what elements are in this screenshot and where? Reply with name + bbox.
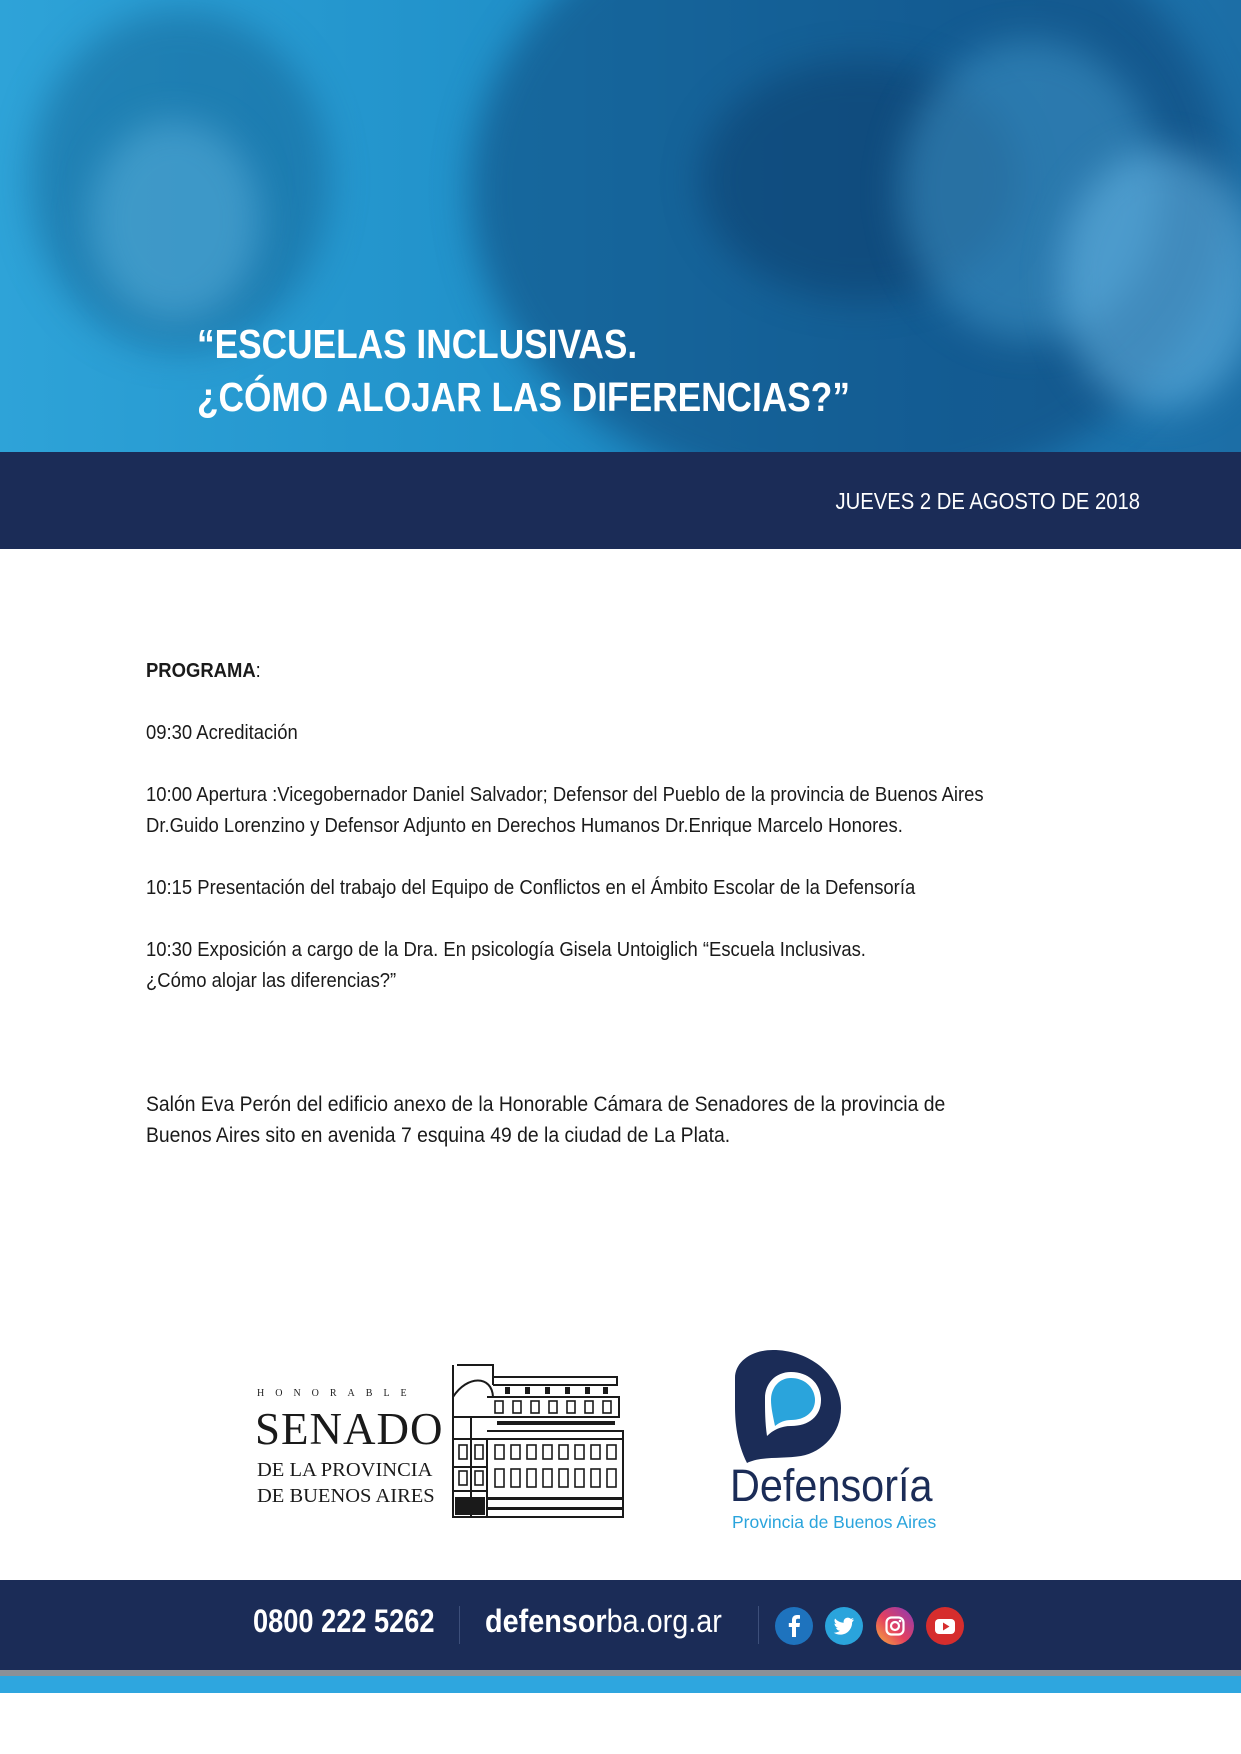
senado-wordmark: SENADO (255, 1404, 444, 1454)
senado-subtitle-line-1: DE LA PROVINCIA (257, 1459, 433, 1481)
senado-honorable-text: HONORABLE (257, 1388, 418, 1399)
event-title-line-2: ¿CÓMO ALOJAR LAS DIFERENCIAS?” (197, 374, 850, 420)
youtube-icon[interactable] (926, 1607, 964, 1645)
program-heading-colon: : (255, 659, 261, 682)
venue-line-1: Salón Eva Perón del edificio anexo de la Honorable Cámara de Senadores de la provincia de (146, 1092, 946, 1116)
program-item: 10:30 Exposición a cargo de la Dra. En psicología Gisela Untoiglich “Escuela Inclusivas. (146, 938, 866, 961)
senado-logo (257, 1357, 627, 1522)
footer-divider (459, 1606, 460, 1644)
facebook-icon[interactable] (775, 1607, 813, 1645)
twitter-icon[interactable] (825, 1607, 863, 1645)
program-item: 09:30 Acreditación (146, 721, 298, 744)
footer-divider (758, 1606, 759, 1644)
venue-line-2: Buenos Aires sito en avenida 7 esquina 49 de la ciudad de La Plata. (146, 1123, 731, 1147)
date-band (0, 452, 1241, 549)
program-item: 10:15 Presentación del trabajo del Equipo de Conflictos en el Ámbito Escolar de la Defensoría (146, 876, 916, 899)
footer-website-link[interactable] (485, 1603, 722, 1640)
footer-strip-blue (0, 1676, 1241, 1693)
hero-photo-shape (90, 120, 260, 320)
footer-phone-number[interactable]: 0800 222 5262 (253, 1603, 435, 1639)
footer-website-rest: ba.org.ar (606, 1603, 722, 1639)
event-title (197, 318, 971, 424)
senado-subtitle (257, 1457, 435, 1509)
defensoria-wordmark: Defensoría (730, 1460, 933, 1511)
defensoria-mark-icon (733, 1348, 843, 1463)
defensoria-subtitle: Provincia de Buenos Aires (732, 1512, 937, 1532)
hero-banner (0, 0, 1241, 452)
program-section (146, 655, 1106, 1151)
event-title-line-1: “ESCUELAS INCLUSIVAS. (197, 321, 638, 367)
instagram-icon[interactable] (876, 1607, 914, 1645)
defensoria-logo (725, 1348, 965, 1534)
footer-website-bold: defensor (485, 1603, 607, 1639)
footer-bar (0, 1580, 1241, 1670)
senado-subtitle-line-2: DE BUENOS AIRES (257, 1485, 435, 1507)
event-date: JUEVES 2 DE AGOSTO DE 2018 (835, 488, 1140, 514)
program-item-continued: Dr.Guido Lorenzino y Defensor Adjunto en Derechos Humanos Dr.Enrique Marcelo Honores. (146, 814, 903, 837)
program-item-continued: ¿Cómo alojar las diferencias?” (146, 969, 397, 992)
program-heading-line (146, 655, 1010, 686)
program-item: 10:00 Apertura :Vicegobernador Daniel Salvador; Defensor del Pueblo de la provincia de Buenos Aires (146, 783, 984, 806)
program-heading: PROGRAMA (146, 659, 256, 682)
senado-building-icon (447, 1357, 627, 1522)
